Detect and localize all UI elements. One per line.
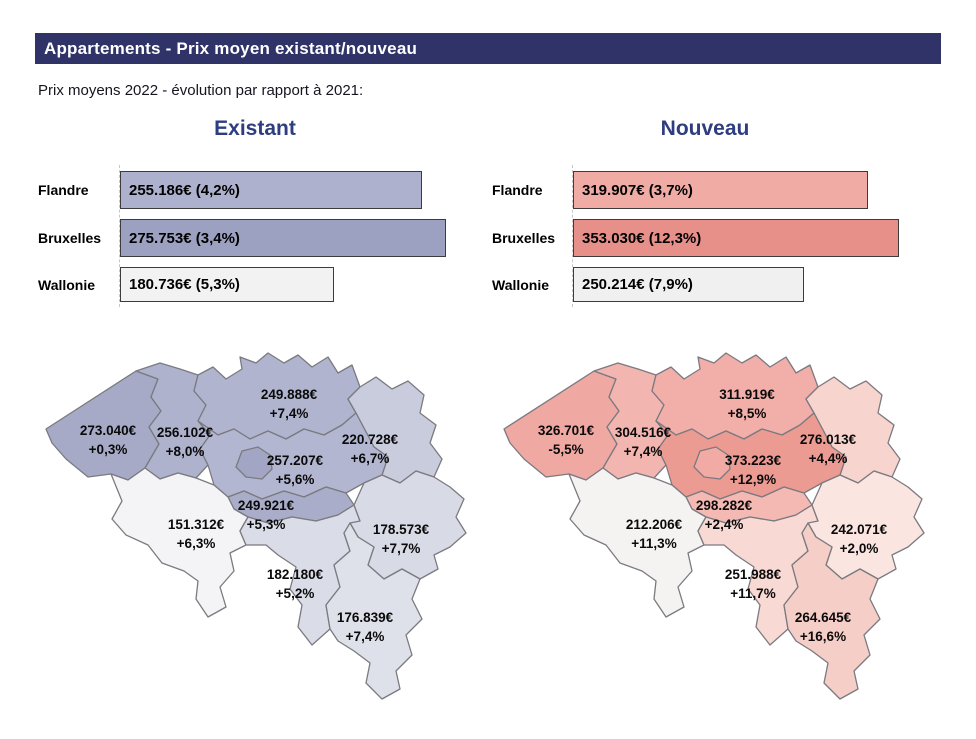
province-limbourg-value-label: 220.728€ xyxy=(341,432,399,447)
province-brabant-flamand-evolution-label: +5,6% xyxy=(275,472,315,487)
province-luxembourg-evolution-label: +16,6% xyxy=(799,629,847,644)
existant-chart-title: Existant xyxy=(214,117,296,140)
nouveau-row-label-flandre: Flandre xyxy=(492,182,543,198)
province-flandre-occidentale-evolution-label: -5,5% xyxy=(548,442,584,457)
existant-bar-value-bruxelles: 275.753€ (3,4%) xyxy=(129,229,240,247)
province-anvers-value-label: 249.888€ xyxy=(260,387,318,402)
province-anvers-evolution-label: +7,4% xyxy=(269,406,309,421)
province-flandre-occidentale-value-label: 326.701€ xyxy=(537,423,595,438)
province-hainaut-evolution-label: +6,3% xyxy=(176,536,216,551)
province-hainaut-value-label: 212.206€ xyxy=(625,517,683,532)
province-anvers-evolution-label: +8,5% xyxy=(727,406,767,421)
existant-bar-value-wallonie: 180.736€ (5,3%) xyxy=(129,276,240,293)
province-limbourg-evolution-label: +4,4% xyxy=(808,451,848,466)
existant-bar-flandre xyxy=(120,171,422,209)
province-liege-evolution-label: +2,0% xyxy=(839,541,879,556)
province-brabant-flamand-value-label: 257.207€ xyxy=(266,453,324,468)
province-brabant-wallon-evolution-label: +5,3% xyxy=(246,517,286,532)
nouveau-bar-value-flandre: 319.907€ (3,7%) xyxy=(582,181,693,199)
existant-bar-wallonie xyxy=(120,267,334,302)
province-flandre-orientale-evolution-label: +7,4% xyxy=(623,444,663,459)
province-flandre-orientale-value-label: 256.102€ xyxy=(156,425,214,440)
nouveau-bar-flandre xyxy=(573,171,868,209)
province-luxembourg-value-label: 176.839€ xyxy=(336,610,394,625)
province-flandre-orientale-evolution-label: +8,0% xyxy=(165,444,205,459)
province-namur-value-label: 182.180€ xyxy=(266,567,324,582)
nouveau-row-label-wallonie: Wallonie xyxy=(492,276,550,293)
province-limbourg-evolution-label: +6,7% xyxy=(350,451,390,466)
province-brabant-wallon-value-label: 298.282€ xyxy=(695,498,753,513)
province-brabant-flamand-value-label: 373.223€ xyxy=(724,453,782,468)
province-brabant-wallon-value-label: 249.921€ xyxy=(237,498,295,513)
province-brabant-wallon-evolution-label: +2,4% xyxy=(704,517,744,532)
province-namur-evolution-label: +5,2% xyxy=(275,586,315,601)
province-limbourg-value-label: 276.013€ xyxy=(799,432,857,447)
section-header-title: Appartements - Prix moyen existant/nouveau xyxy=(44,39,418,58)
nouveau-bar-value-wallonie: 250.214€ (7,9%) xyxy=(582,276,693,293)
province-luxembourg-evolution-label: +7,4% xyxy=(345,629,385,644)
province-flandre-orientale-value-label: 304.516€ xyxy=(614,425,672,440)
province-flandre-occidentale-value-label: 273.040€ xyxy=(79,423,137,438)
existant-row-label-bruxelles: Bruxelles xyxy=(38,230,102,246)
nouveau-chart-title: Nouveau xyxy=(660,117,750,140)
province-namur-evolution-label: +11,7% xyxy=(730,586,776,601)
province-anvers-value-label: 311.919€ xyxy=(719,387,775,402)
nouveau-row-label-bruxelles: Bruxelles xyxy=(492,230,556,246)
nouveau-belgium-map xyxy=(496,347,931,707)
province-brabant-flamand-evolution-label: +12,9% xyxy=(729,472,777,487)
existant-row-label-flandre: Flandre xyxy=(38,182,89,198)
province-flandre-occidentale-evolution-label: +0,3% xyxy=(88,442,128,457)
existant-belgium-map xyxy=(38,347,473,707)
province-luxembourg-value-label: 264.645€ xyxy=(794,610,852,625)
province-liege-value-label: 242.071€ xyxy=(830,522,888,537)
section-header xyxy=(35,33,941,64)
nouveau-bar-bruxelles xyxy=(573,219,899,257)
province-hainaut-value-label: 151.312€ xyxy=(167,517,225,532)
nouveau-bar-value-bruxelles: 353.030€ (12,3%) xyxy=(582,229,702,247)
report-subtitle: Prix moyens 2022 - évolution par rapport à 2021: xyxy=(38,82,364,99)
province-liege-evolution-label: +7,7% xyxy=(381,541,421,556)
existant-bar-value-flandre: 255.186€ (4,2%) xyxy=(129,181,240,199)
existant-row-label-wallonie: Wallonie xyxy=(38,276,96,293)
province-liege-value-label: 178.573€ xyxy=(372,522,430,537)
province-hainaut-evolution-label: +11,3% xyxy=(631,536,677,551)
province-namur-value-label: 251.988€ xyxy=(724,567,782,582)
existant-bar-bruxelles xyxy=(120,219,446,257)
nouveau-bar-wallonie xyxy=(573,267,804,302)
